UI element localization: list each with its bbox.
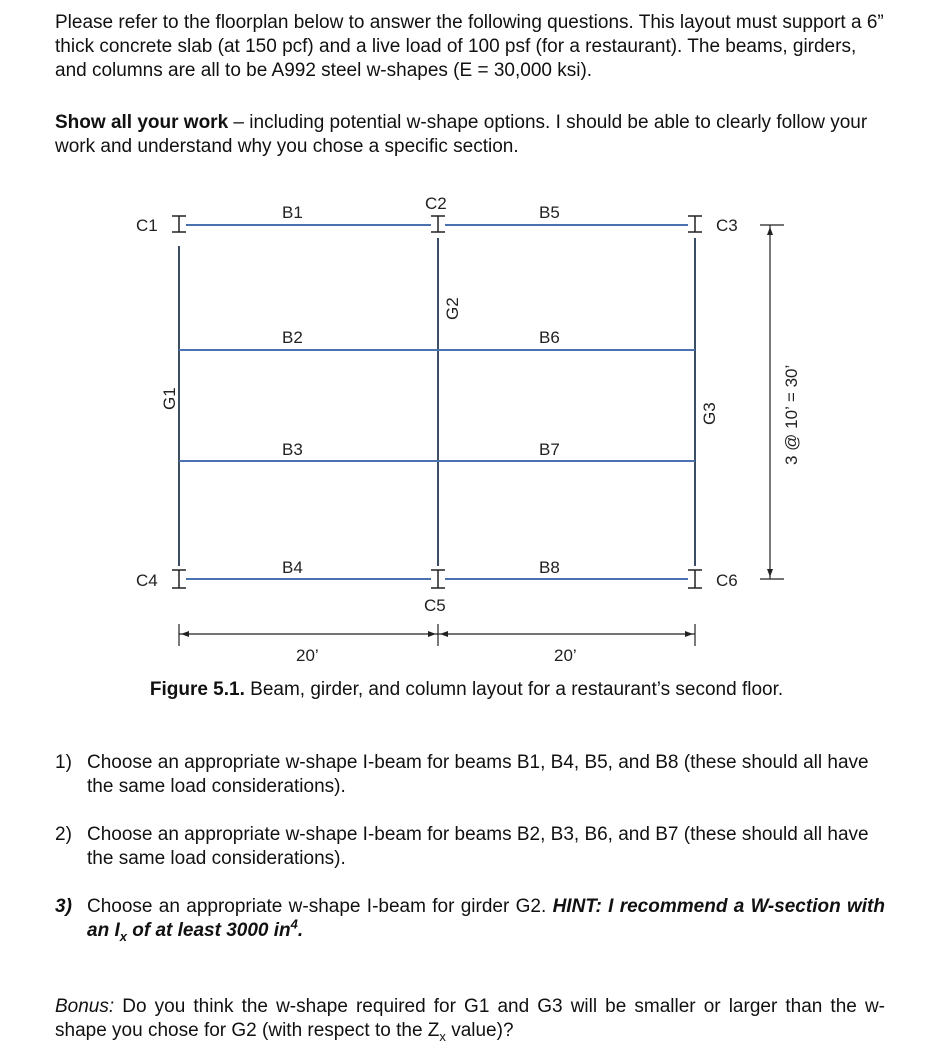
intro-paragraph: Please refer to the floorplan below to answer the following questions. This layout must support a 6” thick concrete slab (at 150 pcf) and a live load of 100 psf (for a restaurant). The beams, girders, and columns are all to be A992 steel w-shapes (E = 30,000 ksi). [55, 12, 884, 81]
show-work-bold: Show all your work [55, 112, 229, 133]
dim-arrow [440, 631, 448, 637]
column-label-c6: C6 [716, 571, 738, 590]
question-2 [55, 823, 885, 871]
beam-label-b6: B6 [539, 328, 560, 347]
question-text: Choose an appropriate w-shape I-beam for beams B1, B4, B5, and B8 (these should all have the same load considerations). [87, 752, 869, 797]
beam-label-b5: B5 [539, 203, 560, 222]
question-number: 2) [55, 824, 72, 845]
question-3-hint: HINT: I recommend a W-section with an I [87, 896, 885, 941]
column-c6-symbol [688, 570, 702, 588]
column-label-c4: C4 [136, 571, 158, 590]
column-c1-symbol [172, 216, 186, 232]
dimension-label-left: 20’ [296, 646, 319, 665]
figure-labels [136, 194, 801, 665]
beam-label-b3: B3 [282, 440, 303, 459]
column-c3-symbol [688, 216, 702, 232]
girders [179, 238, 695, 566]
dimension-lines [179, 225, 784, 646]
question-number: 3) [55, 896, 72, 917]
beam-label-b7: B7 [539, 440, 560, 459]
girder-label-g2: G2 [443, 297, 462, 320]
hint-subscript: x [119, 928, 127, 944]
question-3-hint-end: . [297, 920, 304, 941]
column-label-c3: C3 [716, 216, 738, 235]
girder-label-g3: G3 [700, 402, 719, 425]
column-c5-symbol [431, 570, 445, 588]
dim-arrow [767, 569, 773, 577]
question-3-text: Choose an appropriate w-shape I-beam for girder G2. [87, 896, 553, 917]
column-label-c1: C1 [136, 216, 158, 235]
dim-arrow [181, 631, 189, 637]
bonus-text-end: value)? [445, 1020, 514, 1041]
dim-arrow [685, 631, 693, 637]
floor-plan-figure [0, 180, 933, 670]
figure-caption [0, 678, 933, 702]
column-label-c5: C5 [424, 596, 446, 615]
show-work-paragraph [55, 111, 885, 159]
column-c4-symbol [172, 570, 186, 588]
bonus-text: Do you think the w-shape required for G1 and G3 will be smaller or larger than the w-shape you chose for G2 (with respect to the Z [55, 996, 885, 1041]
bonus-label: Bonus: [55, 996, 115, 1017]
beam-label-b8: B8 [539, 558, 560, 577]
figure-caption-text: Beam, girder, and column layout for a restaurant’s second floor. [244, 679, 784, 700]
figure-caption-label: Figure 5.1. [149, 679, 245, 700]
bonus-subscript: x [439, 1028, 446, 1044]
beam-label-b2: B2 [282, 328, 303, 347]
question-text: Choose an appropriate w-shape I-beam for beams B2, B3, B6, and B7 (these should all have the same load considerations). [87, 824, 869, 869]
question-text [87, 895, 885, 943]
beam-label-b1: B1 [282, 203, 303, 222]
question-1 [55, 751, 885, 799]
dimension-label-vertical: 3 @ 10’ = 30’ [782, 364, 801, 465]
question-3 [55, 895, 885, 943]
show-work-rest: – including potential w-shape options. I should be able to clearly follow your work and understand why you chose a specific section. [55, 112, 868, 157]
beam-label-b4: B4 [282, 558, 303, 577]
dimension-label-right: 20’ [554, 646, 577, 665]
dim-arrow [767, 227, 773, 235]
girder-label-g1: G1 [160, 387, 179, 410]
question-3-hint-cont: of at least 3000 in [126, 920, 291, 941]
bonus-question [55, 995, 885, 1043]
column-c2-symbol [431, 216, 445, 232]
hint-superscript: 4 [290, 916, 298, 932]
dim-arrow [428, 631, 436, 637]
question-number: 1) [55, 752, 72, 773]
column-label-c2: C2 [425, 194, 447, 213]
